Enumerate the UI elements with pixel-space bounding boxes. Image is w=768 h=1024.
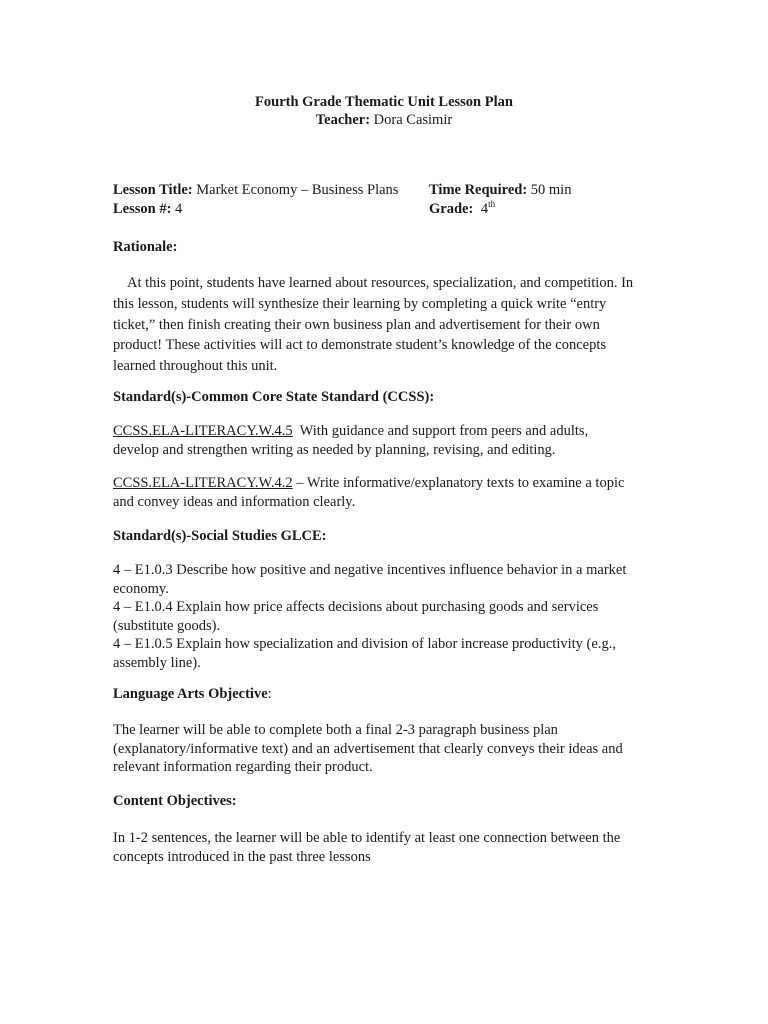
ccss-w42-link[interactable]: CCSS.ELA-LITERACY.W.4.2 (113, 475, 293, 491)
rationale-line: this lesson, students will synthesize their learning by completing a quick write “entry (113, 295, 607, 312)
la-objective-heading: Language Arts Objective (113, 686, 268, 702)
ccss-w45-link[interactable]: CCSS.ELA-LITERACY.W.4.5 (113, 423, 293, 439)
la-objective-line: (explanatory/informative text) and an advertisement that clearly conveys their ideas and (113, 740, 623, 757)
la-objective-line: The learner will be able to complete both a final 2-3 paragraph business plan (113, 722, 558, 738)
time-required-label: Time Required: (429, 182, 528, 198)
rationale-line: learned throughout this unit. (113, 358, 278, 375)
teacher-line (0, 112, 768, 129)
glce-line: 4 – E1.0.5 Explain how specialization and division of labor increase productivity (e.g., (113, 636, 616, 652)
ccss-w45-text: With guidance and support from peers and adults, (292, 423, 589, 439)
glce-line: economy. (113, 580, 169, 597)
glce-line: assembly line). (113, 654, 201, 671)
ccss-w42-text: – Write informative/explanatory texts to examine a topic (292, 475, 625, 491)
lesson-number-label: Lesson #: (113, 201, 172, 217)
content-objectives-line: In 1-2 sentences, the learner will be able to identify at least one connection between the (113, 830, 621, 846)
grade-label: Grade: (429, 201, 474, 217)
rationale-line: ticket,” then finish creating their own business plan and advertisement for their own (113, 316, 600, 333)
la-objective-heading-line (113, 686, 272, 703)
content-objectives-body (113, 829, 653, 866)
la-objective-colon: : (267, 686, 272, 702)
teacher-name: Dora Casimir (373, 112, 453, 128)
glce-line: 4 – E1.0.3 Describe how positive and negative incentives influence behavior in a market (113, 562, 627, 578)
ccss-w42-text-cont: and convey ideas and information clearly. (113, 493, 356, 510)
ccss-standard-2 (113, 474, 653, 511)
ccss-standard-1 (113, 422, 653, 459)
rationale-line: At this point, students have learned about resources, specialization, and competition. In (127, 275, 634, 291)
document-title: Fourth Grade Thematic Unit Lesson Plan (255, 94, 513, 110)
glce-line: (substitute goods). (113, 617, 221, 634)
la-objective-body (113, 721, 653, 777)
lesson-title-line (113, 182, 398, 199)
rationale-heading: Rationale: (113, 239, 178, 255)
teacher-label: Teacher: (315, 112, 371, 128)
time-required-value: 50 min (530, 182, 572, 198)
rationale-line: product! These activities will act to demonstrate student’s knowledge of the concepts (113, 337, 606, 354)
lesson-title-value: Market Economy – Business Plans (196, 182, 399, 198)
time-required-line (429, 182, 571, 199)
grade-line (429, 201, 495, 218)
la-objective-line: relevant information regarding their product. (113, 759, 373, 775)
ccss-heading: Standard(s)-Common Core State Standard (CCSS): (113, 389, 435, 405)
content-objectives-line: concepts introduced in the past three lessons (113, 848, 371, 865)
ccss-w45-text-cont: develop and strengthen writing as needed by planning, revising, and editing. (113, 441, 556, 458)
content-objectives-heading: Content Objectives: (113, 793, 237, 809)
rationale-body (113, 273, 653, 377)
grade-suffix: th (488, 199, 496, 209)
lesson-number-value: 4 (175, 201, 183, 217)
grade-value: 4 (480, 201, 489, 217)
lesson-title-label: Lesson Title: (113, 182, 193, 198)
glce-line: 4 – E1.0.4 Explain how price affects decisions about purchasing goods and services (113, 599, 599, 615)
glce-body (113, 561, 653, 672)
lesson-number-line (113, 201, 182, 218)
glce-heading: Standard(s)-Social Studies GLCE: (113, 528, 327, 544)
